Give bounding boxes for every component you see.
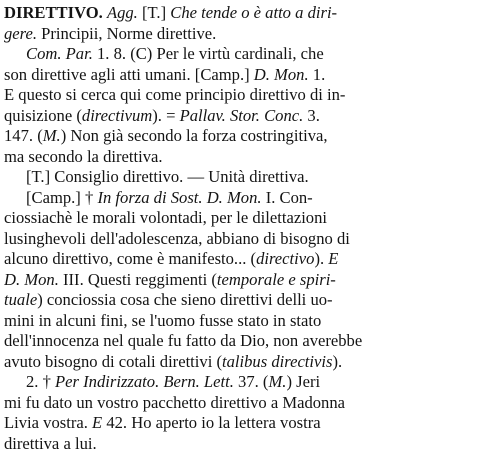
text-segment: ) Jeri bbox=[286, 372, 321, 391]
text-segment: [Camp.] † bbox=[26, 187, 98, 207]
text-segment: [T.] Consiglio direttivo. — Unità direttiva. bbox=[26, 167, 309, 186]
italic-text: D. Mon. bbox=[4, 269, 59, 289]
text-segment: 1. 8. (C) Per le virtù cardinali, che bbox=[92, 44, 324, 63]
italic-text: E bbox=[328, 249, 339, 268]
text-line bbox=[4, 229, 470, 250]
italic-text: tuale bbox=[4, 290, 38, 309]
text-line bbox=[4, 434, 470, 455]
italic-text: M. bbox=[268, 372, 287, 391]
text-line bbox=[4, 188, 470, 209]
text-segment: son direttive agli atti umani. [Camp.] bbox=[4, 64, 254, 84]
text-segment: 1. bbox=[308, 64, 326, 84]
text-segment: alcuno direttivo, come è manifesto... ( bbox=[4, 249, 257, 268]
text-line bbox=[4, 147, 470, 168]
text-line bbox=[4, 413, 470, 434]
text-line bbox=[4, 44, 470, 65]
text-segment: ciossiachè le morali volontadi, per le dilettazioni bbox=[4, 208, 328, 227]
text-line bbox=[4, 65, 470, 86]
text-segment: 147. ( bbox=[4, 126, 43, 145]
text-line bbox=[4, 167, 470, 188]
text-segment: 3. bbox=[303, 105, 320, 125]
italic-text: temporale e spiri- bbox=[216, 269, 336, 289]
text-segment: quisizione ( bbox=[4, 105, 82, 125]
text-segment: ma secondo la direttiva. bbox=[4, 146, 163, 166]
italic-text: E bbox=[92, 413, 103, 432]
text-line bbox=[4, 208, 470, 229]
text-line bbox=[4, 311, 470, 332]
text-segment: mini in alcuni fini, se l'uomo fusse stato in stato bbox=[4, 310, 322, 330]
text-segment: ). bbox=[314, 249, 329, 268]
italic-text: D. Mon. bbox=[253, 64, 309, 84]
text-line bbox=[4, 249, 470, 270]
text-segment: Livia vostra. bbox=[4, 413, 93, 432]
text-segment: E questo si cerca qui come principio direttivo di in- bbox=[4, 85, 346, 104]
text-segment: ). = bbox=[152, 105, 180, 125]
text-segment: 2. † bbox=[26, 372, 56, 391]
text-segment: dell'innocenza nel quale fu fatto da Dio, non averebbe bbox=[4, 331, 363, 350]
text-line bbox=[4, 352, 470, 373]
italic-text: Per Indirizzato. Bern. Lett. bbox=[55, 372, 234, 391]
text-segment: ). bbox=[332, 351, 343, 371]
text-line bbox=[4, 372, 470, 393]
headword: DIRETTIVO. bbox=[4, 3, 103, 22]
text-segment: lusinghevoli dell'adolescenza, abbiano di bisogno di bbox=[4, 228, 350, 248]
italic-text: Pallav. Stor. Conc. bbox=[179, 105, 304, 125]
text-line bbox=[4, 331, 470, 352]
text-segment: III. Questi reggimenti ( bbox=[58, 269, 217, 289]
italic-text: M. bbox=[42, 126, 61, 145]
italic-text: In forza di Sost. D. Mon. bbox=[97, 187, 262, 207]
italic-text: gere. bbox=[4, 23, 38, 43]
text-segment: avuto bisogno di cotali direttivi ( bbox=[4, 351, 222, 371]
text-segment: ) conciossia cosa che sieno direttivi delli uo- bbox=[37, 290, 333, 309]
text-segment: I. Con- bbox=[261, 187, 313, 207]
text-line bbox=[4, 24, 470, 45]
italic-text: Che tende o è atto a diri- bbox=[170, 3, 338, 22]
text-segment: direttiva a lui. bbox=[4, 433, 97, 453]
text-line bbox=[4, 290, 470, 311]
text-line bbox=[4, 270, 470, 291]
text-segment: 37. ( bbox=[233, 372, 269, 391]
italic-text: talibus directivis bbox=[222, 351, 333, 371]
text-line bbox=[4, 85, 470, 106]
italic-text: directivum bbox=[81, 105, 153, 125]
italic-text: Com. Par. bbox=[26, 44, 93, 63]
text-line bbox=[4, 3, 470, 24]
text-segment: ) Non già secondo la forza costringitiva, bbox=[60, 126, 328, 145]
text-line bbox=[4, 106, 470, 127]
text-segment: [T.] bbox=[137, 3, 171, 22]
text-line bbox=[4, 126, 470, 147]
italic-text: Agg. bbox=[106, 3, 138, 22]
text-segment: mi fu dato un vostro pacchetto direttivo a Madonna bbox=[4, 392, 346, 412]
text-segment: Principii, Norme direttive. bbox=[37, 23, 217, 43]
italic-text: directivo bbox=[256, 249, 315, 268]
text-line bbox=[4, 393, 470, 414]
text-segment: 42. Ho aperto io la lettera vostra bbox=[102, 413, 321, 432]
